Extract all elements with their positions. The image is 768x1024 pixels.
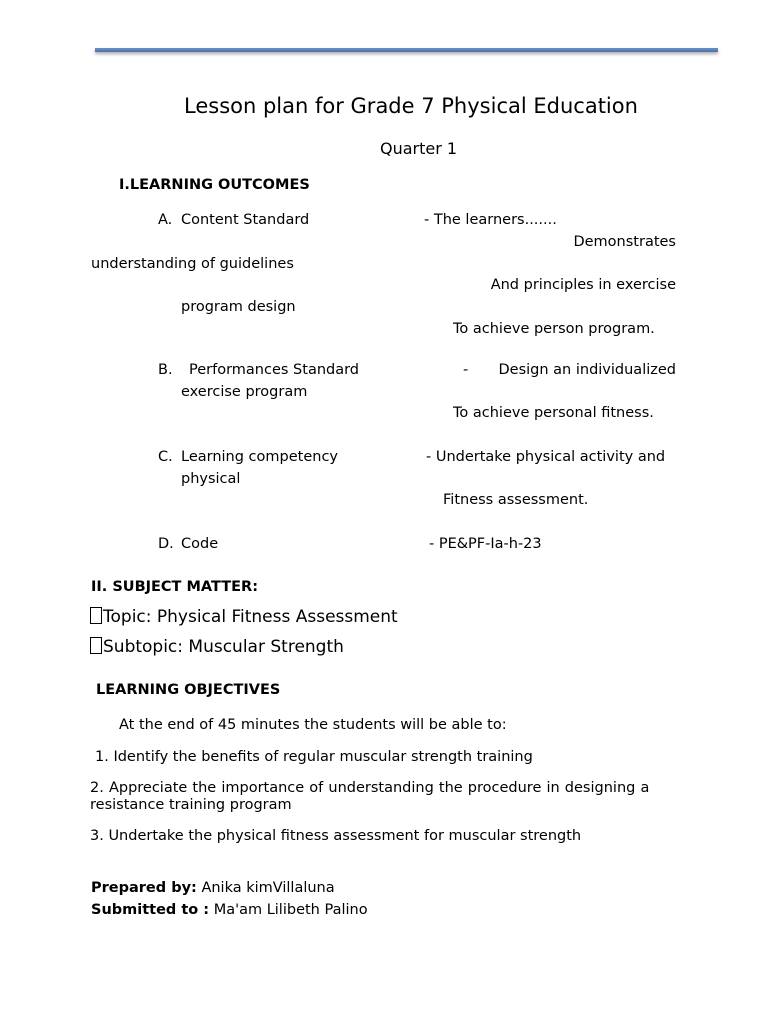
missing-glyph-box-icon bbox=[90, 637, 102, 654]
content-standard-line4: And principles in exercise bbox=[490, 277, 676, 293]
objectives-intro: At the end of 45 minutes the students will be able to: bbox=[119, 717, 507, 733]
performance-standard-dash: - bbox=[463, 362, 469, 378]
prepared-by-label: Prepared by: bbox=[91, 880, 197, 896]
learning-competency-text: - Undertake physical activity and bbox=[426, 449, 666, 465]
performance-standard-line3: To achieve personal fitness. bbox=[453, 405, 654, 421]
document-title: Lesson plan for Grade 7 Physical Education bbox=[184, 94, 638, 118]
learning-competency-line3: Fitness assessment. bbox=[443, 492, 589, 508]
content-standard-line5: program design bbox=[181, 299, 296, 315]
learning-objectives-heading: LEARNING OBJECTIVES bbox=[96, 682, 281, 698]
performance-standard-text: Design an individualized bbox=[498, 362, 676, 378]
header-rule bbox=[95, 48, 718, 52]
objective-1: 1. Identify the benefits of regular muscular strength training bbox=[95, 749, 533, 765]
item-c-letter: C. bbox=[158, 449, 173, 465]
learning-competency-line2: physical bbox=[181, 471, 241, 487]
code-label: Code bbox=[181, 536, 219, 552]
submitted-to-name: Ma'am Lilibeth Palino bbox=[213, 902, 368, 918]
prepared-by-name: Anika kimVillaluna bbox=[201, 880, 335, 896]
item-a-letter: A. bbox=[158, 212, 173, 228]
content-standard-label: Content Standard bbox=[181, 212, 310, 228]
objective-2-line1: 2. Appreciate the importance of understanding the procedure in designing a bbox=[90, 780, 650, 796]
missing-glyph-box-icon bbox=[90, 607, 102, 624]
topic-line bbox=[90, 607, 398, 626]
objective-2-line2: resistance training program bbox=[90, 797, 292, 813]
prepared-by-line bbox=[91, 881, 335, 896]
performance-standard-line2: exercise program bbox=[181, 384, 308, 400]
performance-standard-label: Performances Standard bbox=[189, 362, 360, 378]
learning-competency-label: Learning competency bbox=[181, 449, 339, 465]
quarter-label: Quarter 1 bbox=[380, 139, 458, 158]
item-d-letter: D. bbox=[158, 536, 174, 552]
content-standard-line6: To achieve person program. bbox=[453, 321, 655, 337]
objective-3: 3. Undertake the physical fitness assessment for muscular strength bbox=[90, 828, 582, 844]
subtopic-text: Subtopic: Muscular Strength bbox=[103, 637, 344, 657]
learning-outcomes-heading: I.LEARNING OUTCOMES bbox=[119, 177, 310, 193]
subtopic-line bbox=[90, 637, 344, 656]
subject-matter-heading: II. SUBJECT MATTER: bbox=[91, 579, 259, 595]
topic-text: Topic: Physical Fitness Assessment bbox=[103, 607, 398, 627]
item-b-letter: B. bbox=[158, 362, 173, 378]
code-value: - PE&PF-Ia-h-23 bbox=[429, 536, 542, 552]
content-standard-line3: understanding of guidelines bbox=[91, 256, 294, 272]
submitted-to-line bbox=[91, 903, 368, 918]
content-standard-dash-text: - The learners....... bbox=[424, 212, 557, 228]
content-standard-line2: Demonstrates bbox=[573, 234, 676, 250]
submitted-to-label: Submitted to : bbox=[91, 902, 210, 918]
